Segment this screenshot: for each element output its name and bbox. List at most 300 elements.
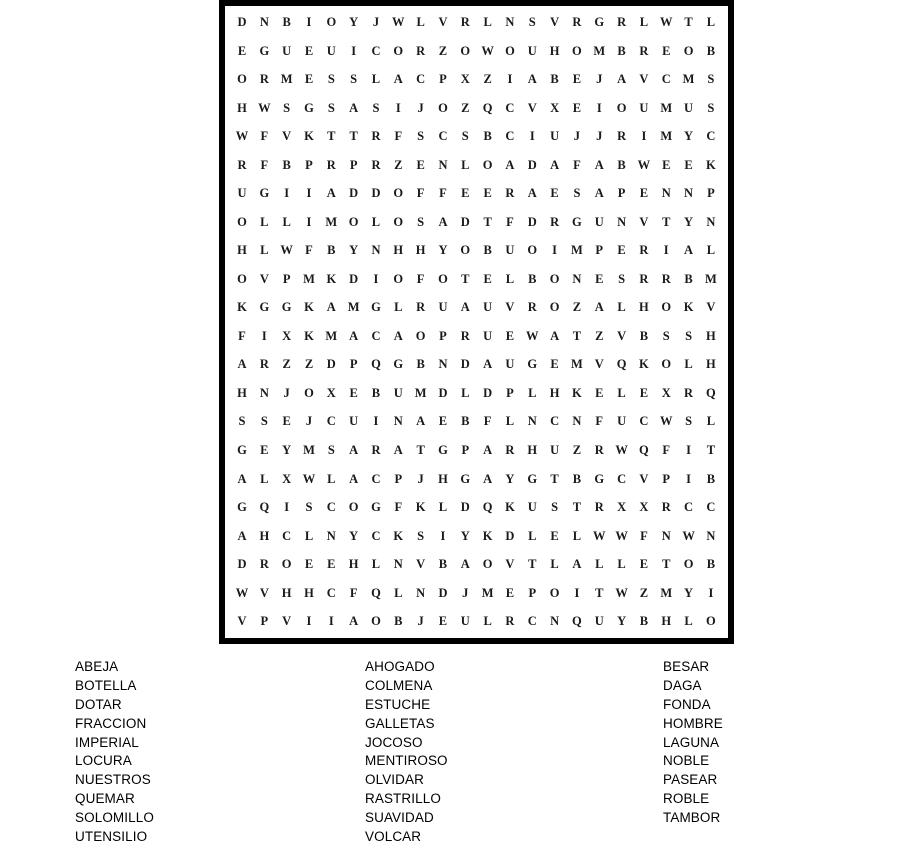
grid-cell[interactable]: Z bbox=[572, 443, 582, 457]
grid-cell[interactable]: M bbox=[280, 72, 293, 87]
grid-cell[interactable]: W bbox=[682, 528, 695, 543]
grid-cell[interactable]: F bbox=[394, 129, 403, 144]
word-list-item[interactable]: FONDA bbox=[663, 696, 711, 712]
grid-cell[interactable]: T bbox=[550, 471, 559, 486]
grid-cell[interactable]: D bbox=[460, 357, 470, 372]
grid-cell[interactable]: I bbox=[529, 129, 535, 144]
grid-cell[interactable]: J bbox=[573, 129, 581, 144]
grid-cell[interactable]: C bbox=[326, 585, 336, 600]
grid-cell[interactable]: R bbox=[371, 443, 381, 457]
grid-cell[interactable]: T bbox=[461, 271, 470, 286]
grid-cell[interactable]: F bbox=[595, 414, 604, 429]
grid-cell[interactable]: N bbox=[259, 15, 269, 30]
grid-cell[interactable]: C bbox=[326, 414, 336, 429]
grid-cell[interactable]: L bbox=[706, 243, 716, 258]
grid-cell[interactable]: A bbox=[237, 471, 247, 486]
grid-cell[interactable]: J bbox=[417, 100, 424, 115]
grid-cell[interactable]: Z bbox=[595, 328, 604, 343]
grid-cell[interactable]: I bbox=[306, 186, 312, 201]
word-list-item[interactable]: TAMBOR bbox=[663, 810, 721, 826]
grid-cell[interactable]: S bbox=[417, 528, 425, 543]
grid-cell[interactable]: C bbox=[505, 129, 515, 144]
grid-cell[interactable]: Z bbox=[483, 72, 492, 87]
grid-cell[interactable]: I bbox=[284, 186, 290, 201]
grid-cell[interactable]: I bbox=[641, 129, 647, 144]
grid-cell[interactable]: F bbox=[483, 414, 492, 429]
grid-cell[interactable]: I bbox=[708, 585, 714, 600]
grid-cell[interactable]: P bbox=[439, 328, 447, 343]
grid-cell[interactable]: Q bbox=[259, 500, 270, 515]
grid-cell[interactable]: D bbox=[483, 385, 493, 400]
grid-cell[interactable]: B bbox=[684, 271, 693, 286]
grid-cell[interactable]: S bbox=[260, 414, 268, 429]
grid-cell[interactable]: M bbox=[481, 585, 494, 600]
grid-cell[interactable]: I bbox=[596, 100, 602, 115]
grid-cell[interactable]: U bbox=[237, 186, 247, 201]
grid-cell[interactable]: D bbox=[237, 15, 247, 30]
grid-cell[interactable]: G bbox=[304, 100, 314, 115]
grid-cell[interactable]: G bbox=[281, 300, 292, 315]
grid-cell[interactable]: F bbox=[260, 157, 269, 172]
grid-cell[interactable]: Y bbox=[684, 129, 694, 144]
grid-cell[interactable]: B bbox=[416, 357, 425, 372]
grid-cell[interactable]: R bbox=[460, 15, 470, 30]
grid-cell[interactable]: R bbox=[326, 157, 336, 172]
grid-cell[interactable]: P bbox=[595, 243, 604, 258]
grid-cell[interactable]: R bbox=[416, 300, 426, 315]
grid-cell[interactable]: W bbox=[481, 43, 494, 58]
grid-cell[interactable]: Q bbox=[572, 614, 582, 629]
grid-cell[interactable]: G bbox=[259, 186, 270, 201]
grid-cell[interactable]: Z bbox=[394, 157, 403, 172]
grid-cell[interactable]: A bbox=[349, 100, 359, 115]
grid-cell[interactable]: I bbox=[552, 243, 558, 258]
grid-cell[interactable]: P bbox=[461, 443, 470, 457]
grid-cell[interactable]: E bbox=[237, 43, 247, 58]
grid-cell[interactable]: H bbox=[549, 43, 560, 58]
grid-cell[interactable]: Z bbox=[438, 43, 448, 58]
grid-cell[interactable]: G bbox=[594, 471, 605, 486]
grid-cell[interactable]: H bbox=[304, 585, 314, 600]
grid-cell[interactable]: O bbox=[371, 614, 381, 629]
grid-cell[interactable]: M bbox=[414, 385, 427, 400]
grid-cell[interactable]: U bbox=[684, 100, 694, 115]
grid-cell[interactable]: Q bbox=[616, 357, 627, 372]
grid-cell[interactable]: C bbox=[550, 414, 560, 429]
grid-cell[interactable]: L bbox=[438, 500, 448, 515]
grid-cell[interactable]: E bbox=[572, 72, 582, 87]
grid-cell[interactable]: Q bbox=[371, 357, 381, 372]
grid-cell[interactable]: O bbox=[438, 100, 448, 115]
grid-cell[interactable]: D bbox=[460, 214, 470, 229]
grid-cell[interactable]: A bbox=[393, 72, 403, 87]
grid-cell[interactable]: F bbox=[439, 186, 447, 201]
grid-cell[interactable]: L bbox=[572, 528, 582, 543]
grid-cell[interactable]: G bbox=[259, 300, 270, 315]
word-list-item[interactable]: UTENSILIO bbox=[75, 829, 148, 845]
grid-cell[interactable]: A bbox=[349, 471, 359, 486]
grid-cell[interactable]: F bbox=[260, 129, 269, 144]
grid-cell[interactable]: O bbox=[393, 43, 404, 58]
grid-cell[interactable]: I bbox=[306, 614, 312, 629]
grid-cell[interactable]: F bbox=[238, 328, 246, 343]
word-list-item[interactable]: NUESTROS bbox=[75, 772, 151, 788]
grid-cell[interactable]: Y bbox=[460, 528, 470, 543]
grid-cell[interactable]: D bbox=[371, 186, 381, 201]
grid-cell[interactable]: S bbox=[417, 214, 425, 229]
grid-cell[interactable]: A bbox=[237, 357, 247, 372]
grid-cell[interactable]: S bbox=[707, 72, 715, 87]
grid-cell[interactable]: O bbox=[661, 300, 672, 315]
word-list-item[interactable]: BESAR bbox=[663, 659, 710, 674]
grid-cell[interactable]: R bbox=[639, 43, 649, 58]
grid-cell[interactable]: O bbox=[393, 271, 404, 286]
grid-cell[interactable]: X bbox=[326, 385, 336, 400]
grid-cell[interactable]: F bbox=[506, 214, 514, 229]
grid-cell[interactable]: K bbox=[415, 500, 426, 515]
grid-cell[interactable]: S bbox=[305, 500, 313, 515]
grid-cell[interactable]: W bbox=[659, 15, 673, 30]
grid-cell[interactable]: I bbox=[373, 271, 379, 286]
grid-cell[interactable]: L bbox=[416, 15, 425, 30]
grid-cell[interactable]: L bbox=[684, 357, 693, 372]
grid-cell[interactable]: A bbox=[527, 186, 537, 201]
grid-cell[interactable]: B bbox=[550, 72, 559, 87]
grid-cell[interactable]: P bbox=[506, 385, 514, 400]
grid-cell[interactable]: K bbox=[572, 385, 582, 400]
grid-cell[interactable]: S bbox=[618, 271, 626, 286]
grid-cell[interactable]: I bbox=[507, 72, 513, 87]
grid-cell[interactable]: C bbox=[684, 500, 694, 515]
grid-cell[interactable]: E bbox=[461, 186, 470, 201]
grid-cell[interactable]: E bbox=[550, 186, 559, 201]
word-list-item[interactable]: LOCURA bbox=[75, 753, 132, 769]
grid-cell[interactable]: L bbox=[327, 471, 336, 486]
grid-cell[interactable]: E bbox=[662, 43, 671, 58]
grid-cell[interactable]: M bbox=[660, 100, 673, 115]
grid-cell[interactable]: R bbox=[594, 443, 604, 457]
grid-cell[interactable]: J bbox=[596, 72, 603, 87]
grid-cell[interactable]: J bbox=[596, 129, 603, 144]
grid-cell[interactable]: L bbox=[706, 414, 716, 429]
word-list-item[interactable]: ESTUCHE bbox=[365, 696, 431, 712]
grid-cell[interactable]: P bbox=[707, 186, 715, 201]
grid-cell[interactable]: R bbox=[639, 243, 649, 258]
grid-cell[interactable]: R bbox=[617, 129, 627, 144]
grid-cell[interactable]: W bbox=[637, 157, 651, 172]
grid-cell[interactable]: M bbox=[571, 243, 583, 258]
grid-cell[interactable]: N bbox=[550, 614, 560, 629]
grid-cell[interactable]: R bbox=[684, 385, 694, 400]
grid-cell[interactable]: U bbox=[639, 100, 649, 115]
grid-cell[interactable]: N bbox=[326, 528, 336, 543]
grid-cell[interactable]: O bbox=[549, 300, 560, 315]
grid-cell[interactable]: D bbox=[438, 585, 448, 600]
grid-cell[interactable]: N bbox=[661, 528, 671, 543]
grid-cell[interactable]: X bbox=[282, 328, 292, 343]
word-list-item[interactable]: JOCOSO bbox=[365, 734, 423, 750]
grid-cell[interactable]: V bbox=[550, 15, 560, 30]
grid-cell[interactable]: P bbox=[349, 357, 358, 372]
grid-cell[interactable]: U bbox=[550, 129, 560, 144]
grid-cell[interactable]: N bbox=[684, 186, 694, 201]
grid-cell[interactable]: Y bbox=[505, 471, 515, 486]
grid-cell[interactable]: H bbox=[661, 614, 672, 629]
grid-cell[interactable]: K bbox=[482, 528, 493, 543]
grid-cell[interactable]: X bbox=[639, 500, 649, 515]
grid-cell[interactable]: A bbox=[393, 328, 403, 343]
grid-cell[interactable]: M bbox=[325, 328, 338, 343]
grid-cell[interactable]: I bbox=[351, 43, 357, 58]
grid-cell[interactable]: E bbox=[595, 271, 604, 286]
grid-cell[interactable]: E bbox=[505, 328, 515, 343]
grid-cell[interactable]: T bbox=[595, 585, 604, 600]
grid-cell[interactable]: O bbox=[304, 385, 314, 400]
grid-cell[interactable]: O bbox=[415, 328, 426, 343]
grid-cell[interactable]: V bbox=[505, 300, 515, 315]
grid-cell[interactable]: O bbox=[683, 557, 694, 572]
grid-cell[interactable]: O bbox=[683, 43, 694, 58]
grid-cell[interactable]: C bbox=[282, 528, 292, 543]
grid-cell[interactable]: U bbox=[617, 414, 627, 429]
grid-cell[interactable]: M bbox=[682, 72, 695, 87]
grid-cell[interactable]: E bbox=[304, 43, 314, 58]
word-list-item[interactable]: BOTELLA bbox=[75, 677, 137, 693]
word-list-item[interactable]: ABEJA bbox=[75, 659, 119, 674]
grid-cell[interactable]: P bbox=[528, 585, 537, 600]
grid-cell[interactable]: V bbox=[259, 585, 269, 600]
grid-cell[interactable]: S bbox=[685, 414, 693, 429]
grid-cell[interactable]: A bbox=[326, 186, 336, 201]
grid-cell[interactable]: K bbox=[304, 129, 314, 144]
grid-cell[interactable]: L bbox=[394, 300, 403, 315]
grid-cell[interactable]: O bbox=[549, 585, 560, 600]
grid-cell[interactable]: U bbox=[505, 357, 515, 372]
grid-cell[interactable]: D bbox=[527, 157, 537, 172]
grid-cell[interactable]: Z bbox=[639, 585, 649, 600]
grid-cell[interactable]: J bbox=[372, 15, 380, 30]
grid-cell[interactable]: W bbox=[392, 15, 405, 30]
grid-cell[interactable]: S bbox=[327, 100, 335, 115]
grid-cell[interactable]: A bbox=[550, 157, 560, 172]
grid-cell[interactable]: N bbox=[527, 414, 537, 429]
grid-cell[interactable]: L bbox=[260, 214, 269, 229]
grid-cell[interactable]: A bbox=[349, 328, 359, 343]
grid-cell[interactable]: D bbox=[527, 214, 537, 229]
grid-cell[interactable]: P bbox=[439, 72, 447, 87]
grid-cell[interactable]: C bbox=[617, 471, 627, 486]
grid-cell[interactable]: W bbox=[235, 585, 249, 600]
grid-cell[interactable]: I bbox=[373, 414, 379, 429]
grid-cell[interactable]: R bbox=[639, 271, 649, 286]
grid-cell[interactable]: E bbox=[639, 557, 649, 572]
grid-cell[interactable]: W bbox=[302, 471, 316, 486]
grid-cell[interactable]: A bbox=[550, 328, 560, 343]
grid-cell[interactable]: L bbox=[282, 214, 291, 229]
grid-cell[interactable]: Y bbox=[349, 15, 359, 30]
grid-cell[interactable]: T bbox=[662, 214, 671, 229]
grid-cell[interactable]: U bbox=[460, 614, 470, 629]
word-list-item[interactable]: DOTAR bbox=[75, 696, 122, 712]
grid-cell[interactable]: L bbox=[528, 385, 537, 400]
grid-cell[interactable]: V bbox=[282, 614, 292, 629]
grid-cell[interactable]: I bbox=[663, 243, 669, 258]
grid-cell[interactable]: B bbox=[639, 328, 649, 343]
grid-cell[interactable]: H bbox=[281, 585, 292, 600]
grid-cell[interactable]: E bbox=[483, 186, 492, 201]
grid-cell[interactable]: F bbox=[394, 500, 403, 515]
grid-cell[interactable]: R bbox=[237, 157, 247, 172]
grid-cell[interactable]: L bbox=[371, 557, 381, 572]
grid-cell[interactable]: N bbox=[259, 385, 269, 400]
grid-cell[interactable]: H bbox=[237, 100, 247, 115]
grid-cell[interactable]: C bbox=[505, 100, 515, 115]
grid-cell[interactable]: K bbox=[706, 157, 716, 172]
grid-cell[interactable]: G bbox=[371, 300, 381, 315]
grid-cell[interactable]: L bbox=[706, 15, 716, 30]
grid-cell[interactable]: U bbox=[438, 300, 448, 315]
grid-cell[interactable]: J bbox=[417, 614, 424, 629]
grid-cell[interactable]: A bbox=[505, 157, 515, 172]
grid-cell[interactable]: X bbox=[460, 72, 470, 87]
word-list-item[interactable]: SOLOMILLO bbox=[75, 810, 154, 826]
word-list-item[interactable]: OLVIDAR bbox=[365, 772, 424, 788]
grid-cell[interactable]: T bbox=[327, 129, 336, 144]
grid-cell[interactable]: R bbox=[572, 15, 582, 30]
grid-cell[interactable]: O bbox=[706, 614, 716, 629]
grid-cell[interactable]: D bbox=[349, 271, 359, 286]
grid-cell[interactable]: F bbox=[573, 157, 581, 172]
grid-cell[interactable]: W bbox=[280, 243, 293, 258]
grid-cell[interactable]: R bbox=[371, 157, 381, 172]
grid-cell[interactable]: I bbox=[686, 471, 691, 486]
grid-cell[interactable]: J bbox=[417, 471, 424, 486]
grid-cell[interactable]: M bbox=[593, 43, 606, 58]
grid-cell[interactable]: A bbox=[460, 557, 470, 572]
grid-cell[interactable]: C bbox=[371, 43, 381, 58]
grid-cell[interactable]: R bbox=[259, 557, 269, 572]
grid-cell[interactable]: Y bbox=[617, 614, 627, 629]
grid-cell[interactable]: H bbox=[639, 300, 649, 315]
word-list-item[interactable]: PASEAR bbox=[663, 772, 718, 788]
grid-cell[interactable]: K bbox=[505, 500, 515, 515]
grid-cell[interactable]: M bbox=[347, 300, 360, 315]
grid-cell[interactable]: U bbox=[326, 43, 336, 58]
grid-cell[interactable]: S bbox=[551, 500, 559, 515]
grid-cell[interactable]: R bbox=[661, 500, 671, 515]
grid-cell[interactable]: R bbox=[527, 300, 537, 315]
grid-cell[interactable]: Q bbox=[482, 100, 493, 115]
grid-cell[interactable]: H bbox=[393, 243, 404, 258]
grid-cell[interactable]: G bbox=[259, 43, 270, 58]
grid-cell[interactable]: H bbox=[438, 471, 448, 486]
grid-cell[interactable]: R bbox=[259, 357, 269, 372]
grid-cell[interactable]: V bbox=[639, 214, 649, 229]
grid-cell[interactable]: V bbox=[237, 614, 247, 629]
grid-cell[interactable]: H bbox=[706, 357, 716, 372]
grid-cell[interactable]: G bbox=[371, 500, 381, 515]
grid-cell[interactable]: K bbox=[237, 300, 247, 315]
grid-cell[interactable]: L bbox=[505, 271, 515, 286]
grid-cell[interactable]: S bbox=[707, 100, 715, 115]
grid-cell[interactable]: C bbox=[706, 500, 716, 515]
grid-cell[interactable]: P bbox=[349, 157, 358, 172]
grid-cell[interactable]: O bbox=[237, 214, 247, 229]
grid-cell[interactable]: A bbox=[594, 186, 604, 201]
grid-cell[interactable]: H bbox=[706, 328, 716, 343]
grid-cell[interactable]: L bbox=[371, 214, 381, 229]
grid-cell[interactable]: N bbox=[706, 214, 716, 229]
grid-cell[interactable]: N bbox=[572, 271, 582, 286]
grid-cell[interactable]: E bbox=[438, 614, 448, 629]
grid-cell[interactable]: W bbox=[235, 129, 249, 144]
grid-cell[interactable]: L bbox=[617, 300, 626, 315]
grid-cell[interactable]: B bbox=[706, 471, 716, 486]
grid-cell[interactable]: L bbox=[461, 157, 470, 172]
grid-cell[interactable]: D bbox=[505, 528, 515, 543]
grid-cell[interactable]: F bbox=[416, 186, 425, 201]
grid-cell[interactable]: B bbox=[617, 43, 626, 58]
grid-cell[interactable]: X bbox=[661, 385, 671, 400]
grid-cell[interactable]: O bbox=[460, 43, 471, 58]
grid-cell[interactable]: C bbox=[416, 72, 426, 87]
grid-cell[interactable]: X bbox=[617, 500, 627, 515]
grid-cell[interactable]: R bbox=[594, 500, 604, 515]
grid-cell[interactable]: B bbox=[327, 243, 336, 258]
grid-cell[interactable]: P bbox=[617, 186, 626, 201]
grid-cell[interactable]: U bbox=[505, 243, 515, 258]
grid-cell[interactable]: R bbox=[661, 271, 671, 286]
grid-cell[interactable]: G bbox=[237, 443, 247, 457]
grid-cell[interactable]: N bbox=[438, 357, 448, 372]
word-list-item[interactable]: HOMBRE bbox=[663, 715, 723, 731]
grid-cell[interactable]: L bbox=[394, 585, 403, 600]
grid-cell[interactable]: N bbox=[371, 243, 381, 258]
grid-cell[interactable]: V bbox=[706, 300, 716, 315]
grid-cell[interactable]: E bbox=[662, 157, 671, 172]
grid-cell[interactable]: A bbox=[438, 214, 448, 229]
grid-cell[interactable]: M bbox=[660, 585, 673, 600]
grid-cell[interactable]: B bbox=[438, 557, 448, 572]
grid-cell[interactable]: R bbox=[416, 43, 426, 58]
grid-cell[interactable]: S bbox=[283, 100, 291, 115]
grid-cell[interactable]: L bbox=[684, 614, 693, 629]
grid-cell[interactable]: P bbox=[260, 614, 269, 629]
grid-cell[interactable]: E bbox=[550, 528, 559, 543]
grid-cell[interactable]: M bbox=[704, 271, 717, 286]
grid-cell[interactable]: Q bbox=[482, 500, 493, 515]
grid-cell[interactable]: C bbox=[326, 500, 336, 515]
word-list-item[interactable]: ROBLE bbox=[663, 791, 710, 807]
grid-cell[interactable]: S bbox=[327, 72, 335, 87]
word-list-item[interactable]: DAGA bbox=[663, 677, 702, 693]
grid-cell[interactable]: D bbox=[237, 557, 247, 572]
grid-cell[interactable]: V bbox=[282, 129, 292, 144]
grid-cell[interactable]: U bbox=[594, 614, 604, 629]
grid-cell[interactable]: M bbox=[660, 129, 673, 144]
grid-cell[interactable]: G bbox=[393, 357, 404, 372]
grid-cell[interactable]: E bbox=[304, 72, 314, 87]
grid-cell[interactable]: Z bbox=[461, 100, 470, 115]
grid-cell[interactable]: A bbox=[684, 243, 694, 258]
grid-cell[interactable]: J bbox=[305, 414, 313, 429]
grid-cell[interactable]: D bbox=[326, 357, 336, 372]
grid-cell[interactable]: S bbox=[662, 328, 670, 343]
grid-cell[interactable]: N bbox=[661, 186, 671, 201]
grid-cell[interactable]: T bbox=[572, 328, 582, 343]
grid-cell[interactable]: T bbox=[349, 129, 358, 144]
grid-cell[interactable]: O bbox=[237, 72, 247, 87]
